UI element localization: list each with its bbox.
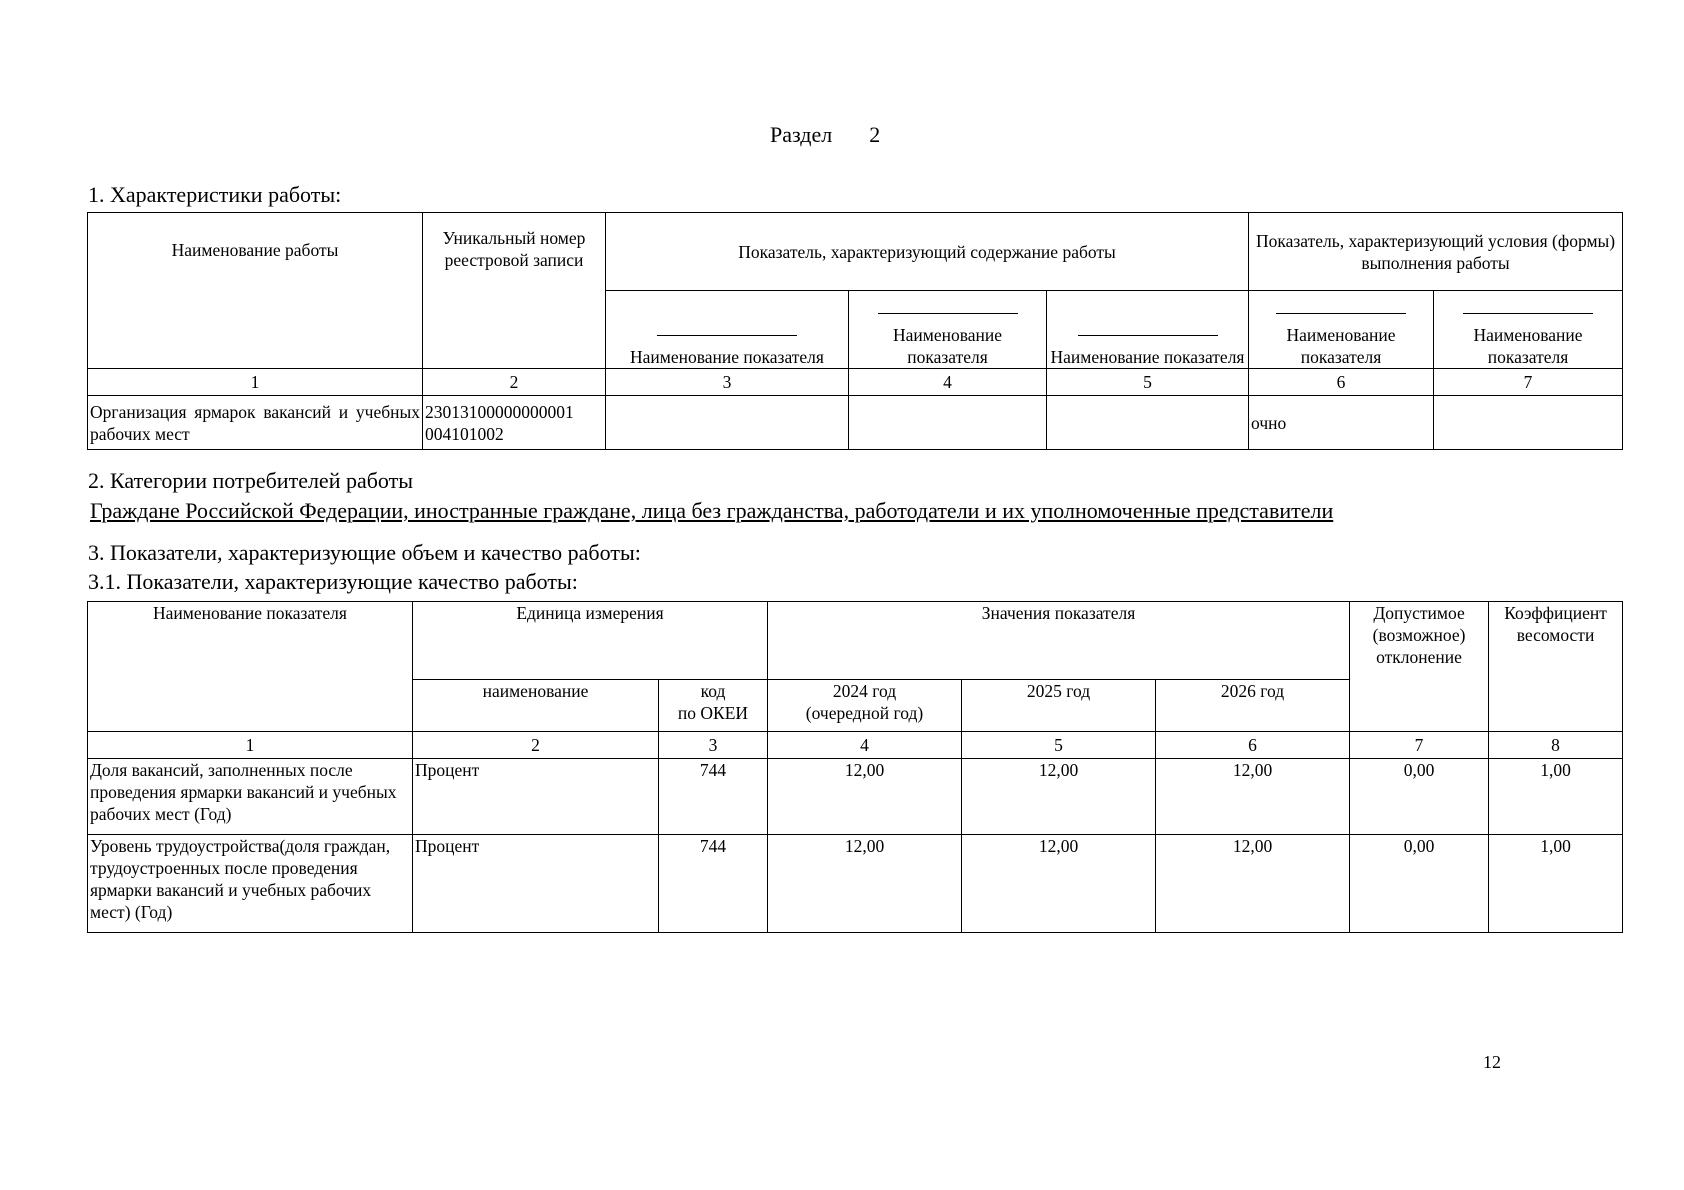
indicator-name-label: Наименование показателя xyxy=(892,325,1003,367)
part1-title: 1. Характеристики работы: xyxy=(88,182,342,207)
work-name-cell: Организация ярмарок вакансий и учебных рабочих мест xyxy=(88,396,423,450)
unit-cell: Процент xyxy=(413,835,659,933)
quality-indicators-table xyxy=(87,601,1623,933)
header-weight: Коэффициент весомости xyxy=(1489,602,1623,732)
header-year-2025: 2025 год xyxy=(962,680,1156,732)
header-content-indicator: Показатель, характеризующий содержание работы xyxy=(606,213,1249,291)
indicator-name-cell: Доля вакансий, заполненных после проведения ярмарки вакансий и учебных рабочих мест (Год) xyxy=(88,759,413,835)
col-number: 2 xyxy=(413,732,659,759)
col-number: 1 xyxy=(88,732,413,759)
content-cell-4 xyxy=(849,396,1047,450)
blank-line xyxy=(1463,313,1593,315)
header-indicator-3 xyxy=(606,291,849,369)
registry-line-1: 23013100000000001 xyxy=(425,401,574,422)
indicator-name-label: Наименование показателя xyxy=(1473,325,1583,367)
section-heading xyxy=(770,122,910,148)
section-number: 2 xyxy=(869,122,881,147)
header-indicator-4 xyxy=(849,291,1047,369)
blank-line xyxy=(878,313,1018,315)
value-2026-cell: 12,00 xyxy=(1156,835,1350,933)
indicator-name-label: Наименование показателя xyxy=(630,347,824,367)
col-number: 2 xyxy=(423,369,606,396)
okei-line-2: по ОКЕИ xyxy=(677,703,749,723)
col-number: 6 xyxy=(1156,732,1350,759)
col-number: 5 xyxy=(962,732,1156,759)
header-unit-name: наименование xyxy=(413,680,659,732)
value-2025-cell: 12,00 xyxy=(962,759,1156,835)
value-2024-cell: 12,00 xyxy=(768,759,962,835)
table-row xyxy=(88,759,1623,835)
registry-number-cell xyxy=(423,396,606,450)
header-unit: Единица измерения xyxy=(413,602,768,680)
weight-cell: 1,00 xyxy=(1489,835,1623,933)
unit-cell: Процент xyxy=(413,759,659,835)
blank-line xyxy=(657,335,797,337)
table-row xyxy=(88,835,1623,933)
weight-cell: 1,00 xyxy=(1489,759,1623,835)
value-2026-cell: 12,00 xyxy=(1156,759,1350,835)
header-okei xyxy=(659,680,768,732)
col-number: 3 xyxy=(659,732,768,759)
deviation-cell: 0,00 xyxy=(1350,759,1489,835)
part3-subtitle: 3.1. Показатели, характеризующие качество работы: xyxy=(88,569,578,594)
value-2024-cell: 12,00 xyxy=(768,835,962,933)
content-cell-3 xyxy=(606,396,849,450)
col-number: 5 xyxy=(1047,369,1249,396)
header-indicator-6 xyxy=(1249,291,1434,369)
value-2025-cell: 12,00 xyxy=(962,835,1156,933)
year-2024-line-2: (очередной год) xyxy=(805,703,924,723)
header-indicator-5 xyxy=(1047,291,1249,369)
blank-line xyxy=(1276,313,1406,315)
indicator-name-cell: Уровень трудоустройства(доля граждан, трудоустроенных после проведения ярмарки вакансий и учебных рабочих мест) (Год) xyxy=(88,835,413,933)
form-cell: очно xyxy=(1249,396,1434,450)
okei-cell: 744 xyxy=(659,759,768,835)
col-number: 7 xyxy=(1350,732,1489,759)
col-number: 4 xyxy=(768,732,962,759)
content-cell-7 xyxy=(1434,396,1623,450)
header-deviation: Допустимое (возможное) отклонение xyxy=(1350,602,1489,732)
indicator-name-label: Наименование показателя xyxy=(1286,325,1396,367)
header-work-name: Наименование работы xyxy=(88,213,423,369)
deviation-cell: 0,00 xyxy=(1350,835,1489,933)
col-number: 6 xyxy=(1249,369,1434,396)
part3-title: 3. Показатели, характеризующие объем и качество работы: xyxy=(88,540,641,565)
work-characteristics-table xyxy=(87,212,1623,450)
section-word: Раздел xyxy=(770,122,833,147)
header-year-2026: 2026 год xyxy=(1156,680,1350,732)
page-number: 12 xyxy=(1483,1052,1501,1072)
year-2024-line-1: 2024 год xyxy=(832,681,897,701)
okei-cell: 744 xyxy=(659,835,768,933)
registry-line-2: 004101002 xyxy=(425,423,504,444)
col-number: 8 xyxy=(1489,732,1623,759)
col-number: 3 xyxy=(606,369,849,396)
okei-line-1: код xyxy=(700,681,726,701)
header-registry-number: Уникальный номер реестровой записи xyxy=(423,213,606,369)
col-number: 1 xyxy=(88,369,423,396)
header-conditions-indicator: Показатель, характеризующий условия (формы) выполнения работы xyxy=(1249,213,1623,291)
header-values: Значения показателя xyxy=(768,602,1350,680)
header-indicator-7 xyxy=(1434,291,1623,369)
content-cell-5 xyxy=(1047,396,1249,450)
blank-line xyxy=(1078,335,1218,337)
col-number: 7 xyxy=(1434,369,1623,396)
header-indicator-name: Наименование показателя xyxy=(88,602,413,732)
consumer-categories: Граждане Российской Федерации, иностранные граждане, лица без гражданства, работодатели и их уполномоченные представители xyxy=(90,498,1334,523)
part2-title: 2. Категории потребителей работы xyxy=(88,468,414,493)
indicator-name-label: Наименование показателя xyxy=(1050,347,1245,367)
header-year-2024 xyxy=(768,680,962,732)
col-number: 4 xyxy=(849,369,1047,396)
